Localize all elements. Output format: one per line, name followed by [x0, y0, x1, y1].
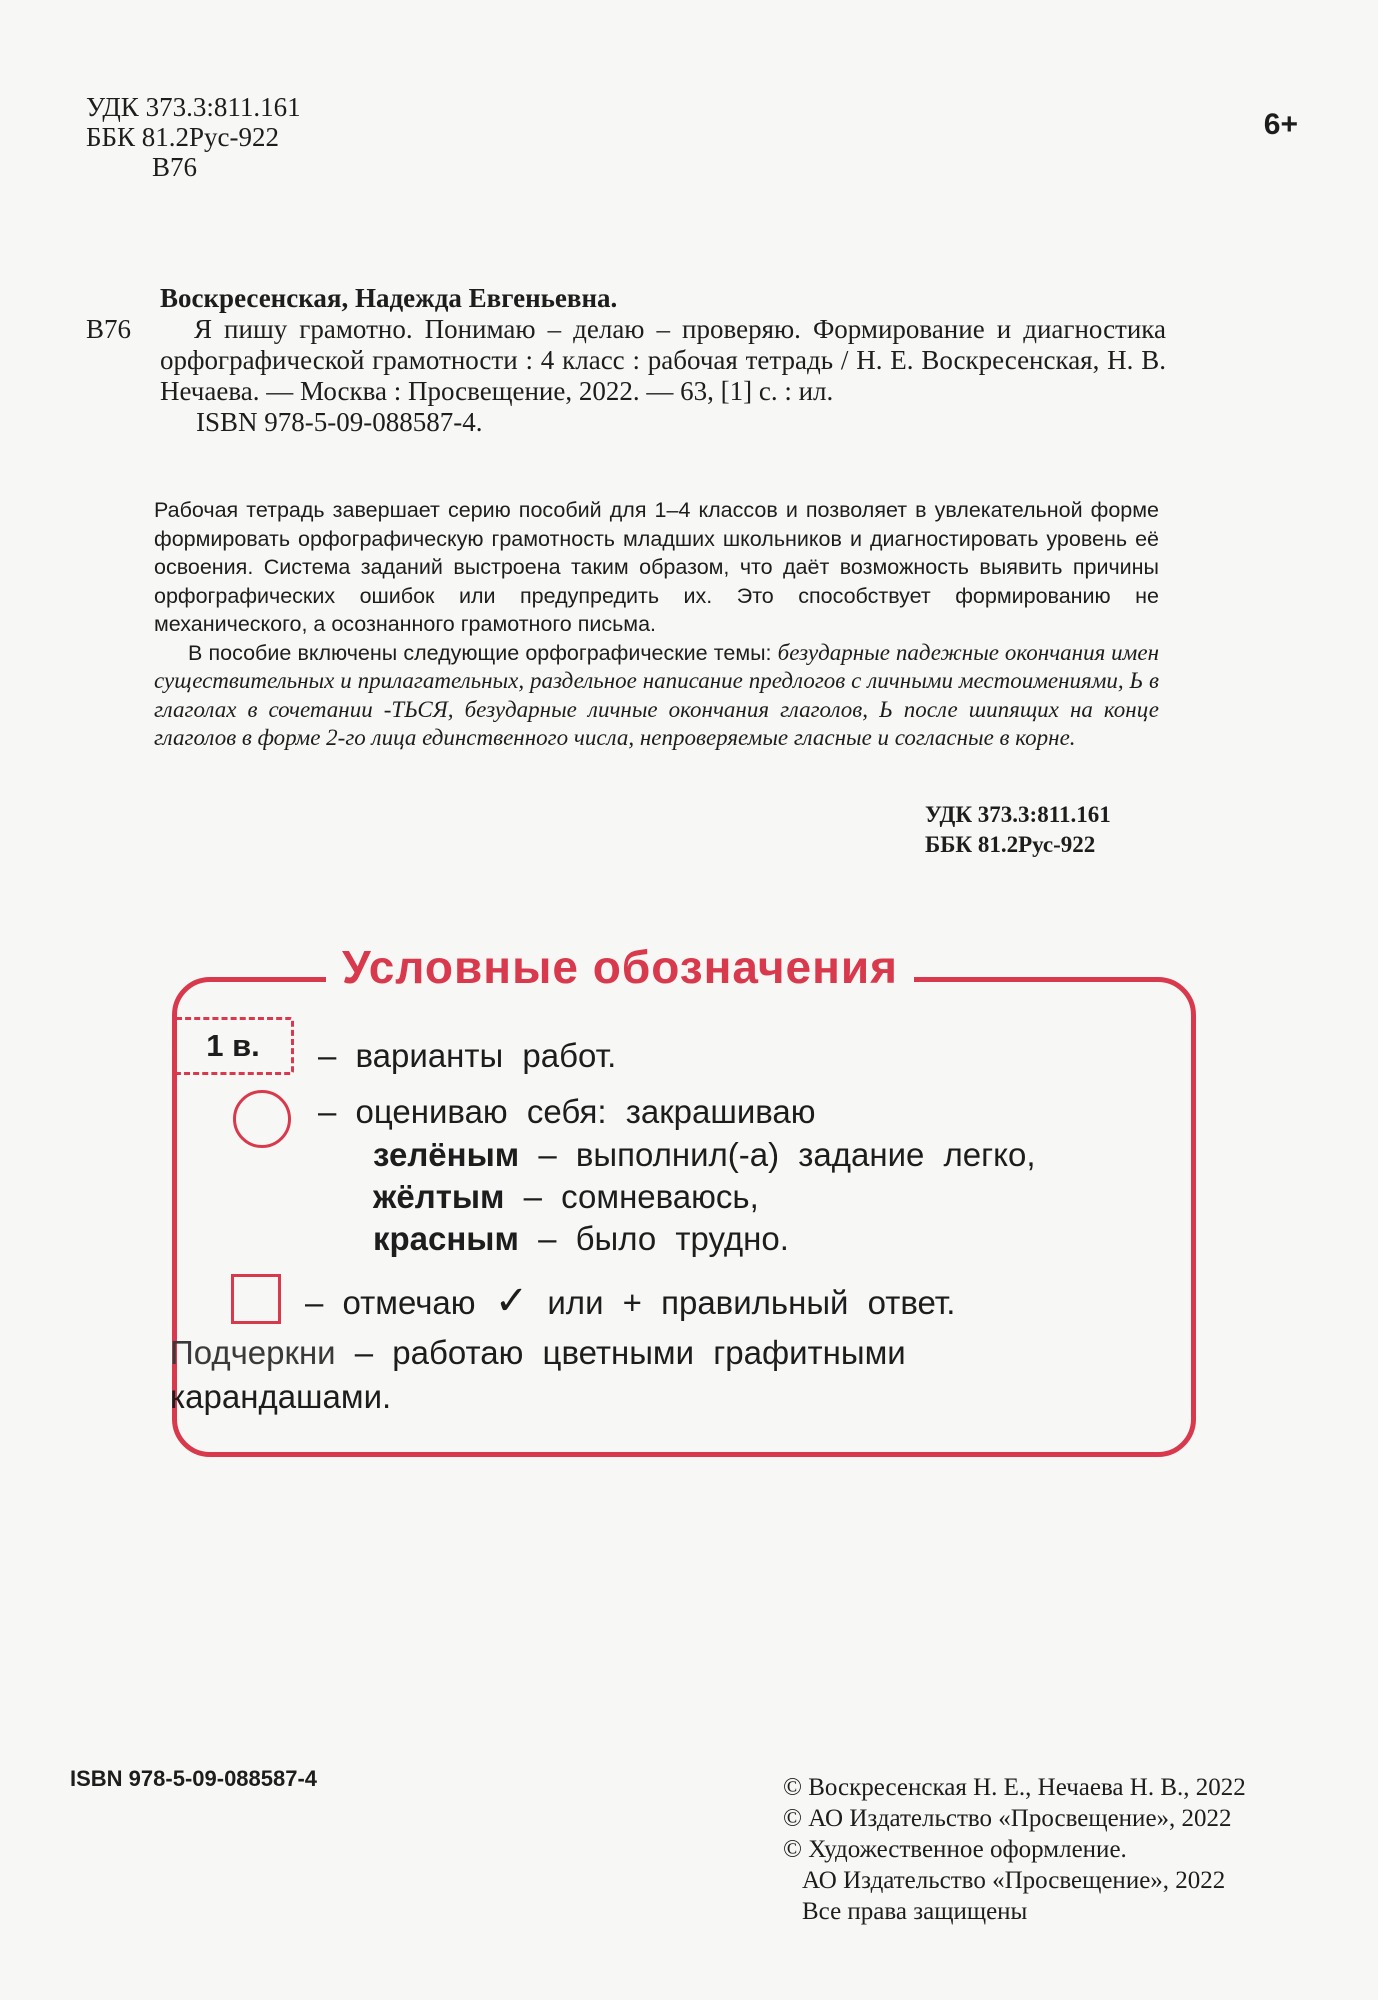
- square-dash: –: [305, 1284, 324, 1321]
- author-name: Воскресенская, Надежда Евгеньевна.: [160, 283, 618, 313]
- bib-title: Я пишу грамотно. Понимаю – делаю – проверяю. Формирование и диагностика орфографической грамотности : 4 класс : рабочая тетрадь / Н. Е. Воскресенская, Н. В. Нечаева. — Москва : Просвещение, 2022. — 63, [1] с. : ил.: [160, 314, 1166, 406]
- underline-text: – работаю цветными графитными: [354, 1334, 906, 1371]
- legend-yellow-line: [373, 1178, 759, 1216]
- udk-code: УДК 373.3:811.161: [86, 92, 301, 122]
- bib-isbn: ISBN 978-5-09-088587-4.: [196, 407, 483, 437]
- legend-red-line: [373, 1220, 789, 1258]
- annotation: [154, 496, 1159, 753]
- legend-title: Условные обозначения: [326, 940, 914, 994]
- classification-codes: [86, 92, 301, 182]
- square-text-1: отмечаю: [342, 1284, 476, 1321]
- legend-variant-text: – варианты работ.: [318, 1037, 617, 1074]
- annotation-topics-lead: В пособие включены следующие орфографические темы:: [188, 640, 772, 665]
- copyright-line: © Художественное оформление.: [783, 1836, 1127, 1863]
- annotation-topics: безударные падежные окончания имен существительных и прилагательных, раздельное написание предлогов с личными местоимениями, Ь в глаголах в сочетании -ТЬСЯ, безударные личные окончания глаголов, Ь после шипящих на конце глаголов в форме 2-го лица единственного числа, непроверяемые гласные и согласные в корне.: [154, 639, 1159, 750]
- bbk-code-right: ББК 81.2Рус-922: [925, 832, 1096, 857]
- green-word: зелёным: [373, 1136, 520, 1173]
- copyright-line: © АО Издательство «Просвещение», 2022: [783, 1805, 1232, 1832]
- udk-code-right: УДК 373.3:811.161: [925, 802, 1111, 827]
- bib-entry: [86, 314, 1166, 407]
- footer-isbn: ISBN 978-5-09-088587-4: [70, 1766, 318, 1791]
- classification-codes-right: [925, 800, 1111, 860]
- green-text: – выполнил(-а) задание легко,: [538, 1136, 1036, 1173]
- copyright-line: АО Издательство «Просвещение», 2022: [802, 1867, 1226, 1894]
- author-sign: В76: [152, 152, 198, 182]
- copyright-block: [783, 1772, 1246, 1927]
- legend-green-line: [373, 1136, 1036, 1174]
- annotation-paragraph-1: Рабочая тетрадь завершает серию пособий для 1–4 классов и позволяет в увлекательной форме формировать орфографическую грамотность младших школьников и диагностировать уровень её освоения. Система заданий выстроена таким образом, что даёт возможность выявить причины орфографических ошибок или предупредить их. Это способствует формированию не механического, а осознанного грамотного письма.: [154, 498, 1159, 636]
- square-text-2: или + правильный ответ.: [547, 1284, 956, 1321]
- red-word: красным: [373, 1220, 519, 1257]
- copyright-line: © Воскресенская Н. Е., Нечаева Н. В., 2022: [783, 1774, 1246, 1801]
- underline-word: Подчеркни: [170, 1334, 336, 1371]
- bibliographic-record: [86, 283, 1166, 438]
- age-rating: 6+: [1263, 108, 1298, 141]
- checkbox-square-icon: [231, 1274, 281, 1324]
- check-mark-icon: ✓: [494, 1279, 529, 1323]
- legend-circle-text: – оцениваю себя: закрашиваю: [318, 1093, 816, 1130]
- variant-badge: 1 в.: [172, 1017, 294, 1075]
- bib-code: В76: [86, 314, 132, 344]
- yellow-word: жёлтым: [373, 1178, 505, 1215]
- copyright-line: Все права защищены: [802, 1898, 1028, 1925]
- legend-underline-line: [170, 1334, 906, 1372]
- legend-underline-line-2: карандашами.: [170, 1378, 392, 1415]
- circle-icon: [233, 1090, 291, 1148]
- bbk-code: ББК 81.2Рус-922: [86, 122, 280, 152]
- legend-square-line: [305, 1278, 955, 1324]
- annotation-paragraph-2: [154, 639, 1159, 753]
- yellow-text: – сомневаюсь,: [523, 1178, 759, 1215]
- red-text: – было трудно.: [538, 1220, 789, 1257]
